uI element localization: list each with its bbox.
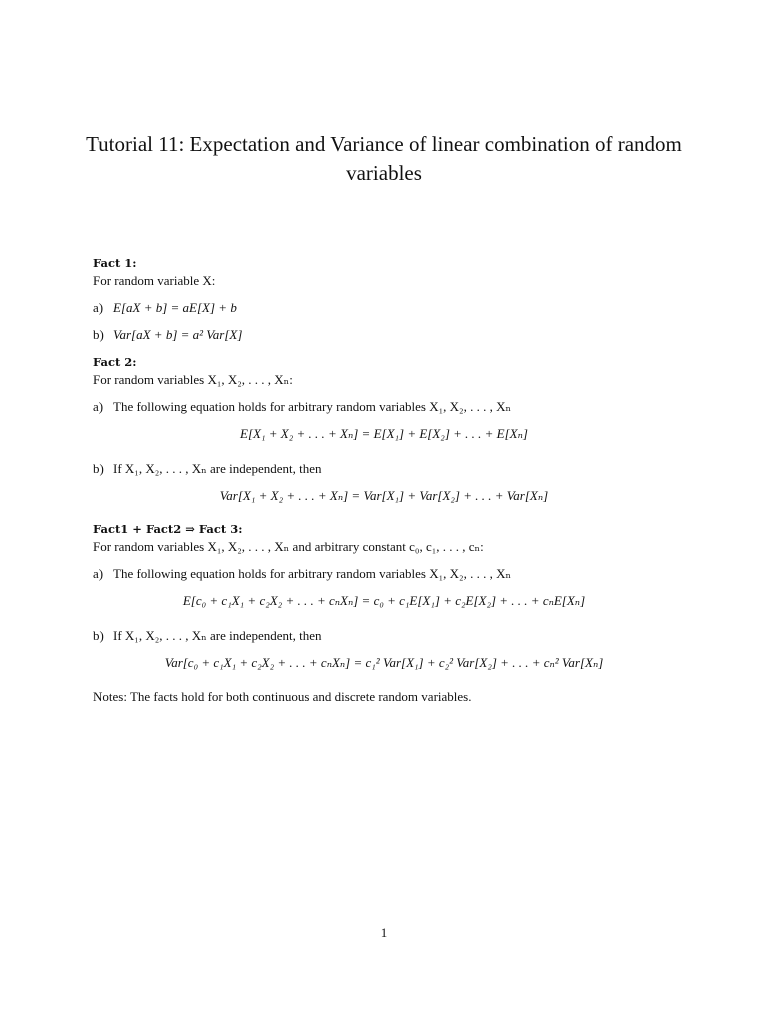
fact-1-item-a [93,299,675,316]
fact-2-formula-b: Var[X₁ + X₂ + . . . + Xₙ] = Var[X₁] + Var[X₂] + . . . + Var[Xₙ] [219,488,549,503]
item-label: b) [93,327,104,342]
fact-3-formula-a: E[c₀ + c₁X₁ + c₂X₂ + . . . + cₙXₙ] = c₀ + c₁E[X₁] + c₂E[X₂] + . . . + cₙE[Xₙ] [182,593,586,608]
page-title: Tutorial 11: Expectation and Variance of linear combination of random variables [86,132,682,185]
item-label: a) [93,300,104,315]
content-body [93,255,675,705]
fact-2-item-b [93,460,675,477]
fact-1-item-b [93,326,675,343]
fact-2-heading: Fact 2: [93,355,137,369]
fact-1-section [93,255,675,343]
fact-3-formula-b: Var[c₀ + c₁X₁ + c₂X₂ + . . . + cₙXₙ] = c₁² Var[X₁] + c₂² Var[X₂] + . . . + cₙ² Var[Xₙ] [164,655,604,670]
formula: E[aX + b] = aE[X] + b [113,300,237,315]
item-label: b) [93,628,104,643]
fact-2-section [93,354,675,504]
fact-3-item-b [93,627,675,644]
fact-2-formula-a: E[X₁ + X₂ + . . . + Xₙ] = E[X₁] + E[X₂] + . . . + E[Xₙ] [240,426,528,441]
item-label: b) [93,461,104,476]
fact-3-intro: For random variables X₁, X₂, . . . , Xₙ and arbitrary constant c₀, c₁, . . . , cₙ: [93,539,484,554]
item-text: The following equation holds for arbitrary random variables X₁, X₂, . . . , Xₙ [113,399,512,414]
fact-1-intro: For random variable X: [93,273,216,288]
fact-3-item-a [93,565,675,582]
fact-1-heading: Fact 1: [93,256,137,270]
formula: Var[aX + b] = a² Var[X] [113,327,243,342]
notes: Notes: The facts hold for both continuous and discrete random variables. [93,689,472,704]
item-text: If X₁, X₂, . . . , Xₙ are independent, then [113,628,322,643]
fact-2-intro: For random variables X₁, X₂, . . . , Xₙ: [93,372,293,387]
item-text: The following equation holds for arbitrary random variables X₁, X₂, . . . , Xₙ [113,566,512,581]
fact-3-section [93,521,675,671]
fact-3-heading: Fact1 + Fact2 ⇒ Fact 3: [93,522,243,536]
item-label: a) [93,399,104,414]
fact-2-item-a [93,398,675,415]
item-text: If X₁, X₂, . . . , Xₙ are independent, then [113,461,322,476]
page-number: 1 [380,925,388,940]
item-label: a) [93,566,104,581]
